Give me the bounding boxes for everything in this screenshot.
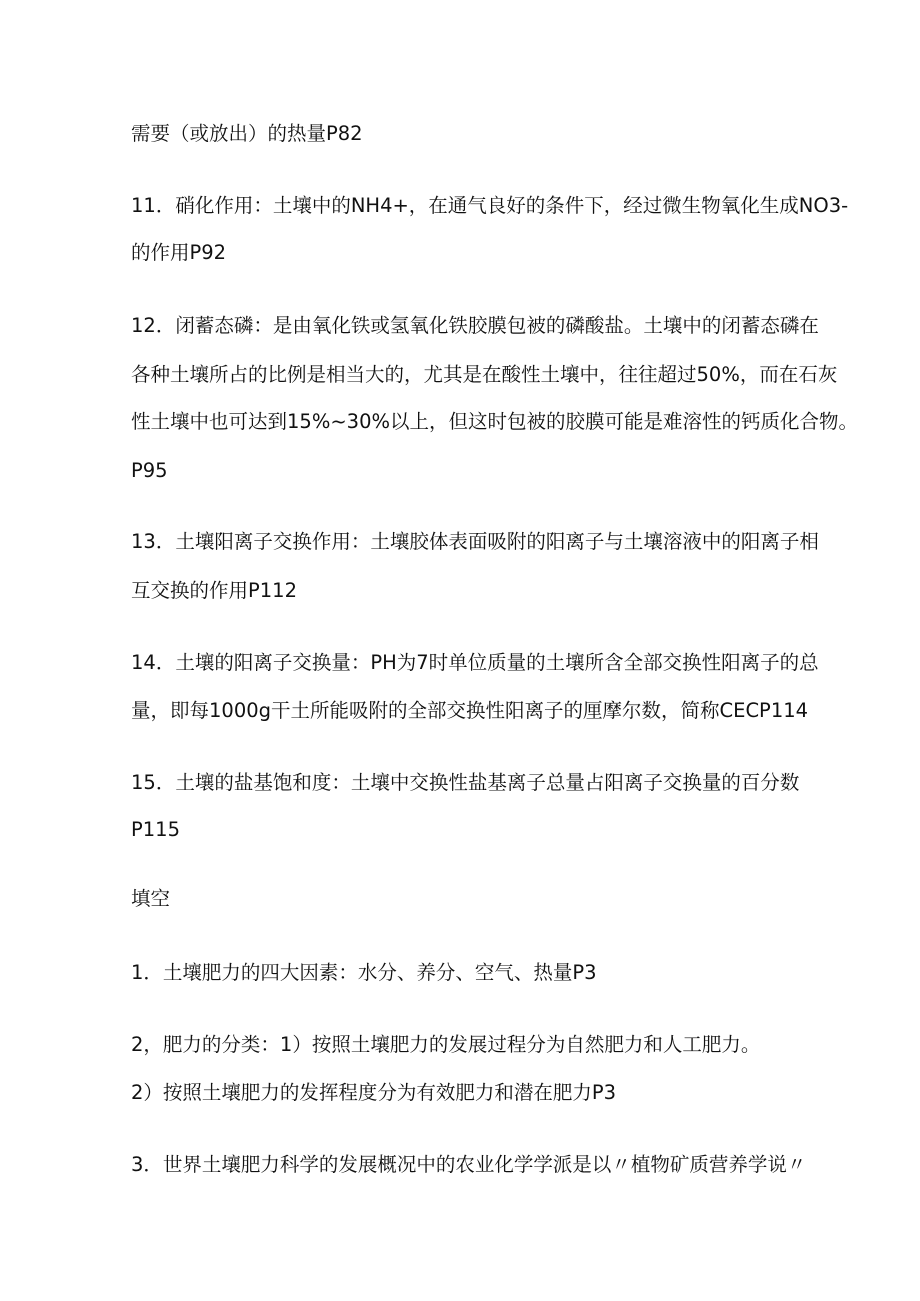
text-line: 2）按照土壤肥力的发挥程度分为有效肥力和潜在肥力P3: [131, 1081, 617, 1104]
text-line: 互交换的作用P112: [131, 579, 297, 602]
text-line: 量，即每1000g干土所能吸附的全部交换性阳离子的厘摩尔数，简称CECP114: [131, 699, 809, 722]
text-line: 11．硝化作用：土壤中的NH4+，在通气良好的条件下，经过微生物氧化生成NO3-: [131, 194, 849, 217]
text-line: 的作用P92: [131, 241, 227, 264]
text-line: 2，肥力的分类：1）按照土壤肥力的发展过程分为自然肥力和人工肥力。: [131, 1033, 761, 1056]
text-line: P115: [131, 818, 180, 841]
text-line: 需要（或放出）的热量P82: [131, 122, 363, 145]
text-line: 12．闭蓄态磷：是由氧化铁或氢氧化铁胶膜包被的磷酸盐。土壤中的闭蓄态磷在: [131, 314, 819, 337]
text-line: 性土壤中也可达到15%~30%以上，但这时包被的胶膜可能是难溶性的钙质化合物。: [131, 410, 859, 433]
text-line: 13．土壤阳离子交换作用：土壤胶体表面吸附的阳离子与土壤溶液中的阳离子相: [131, 530, 819, 553]
text-line: P95: [131, 459, 168, 482]
text-line: 3．世界土壤肥力科学的发展概况中的农业化学学派是以〃植物矿质营养学说〃: [131, 1153, 807, 1176]
text-line: 1．土壤肥力的四大因素：水分、养分、空气、热量P3: [131, 961, 597, 984]
section-heading: 填空: [131, 887, 171, 910]
text-line: 14．土壤的阳离子交换量：PH为7时单位质量的土壤所含全部交换性阳离子的总: [131, 651, 819, 674]
text-line: 15．土壤的盐基饱和度：土壤中交换性盐基离子总量占阳离子交换量的百分数: [131, 771, 800, 794]
text-line: 各种土壤所占的比例是相当大的，尤其是在酸性土壤中，往往超过50%，而在石灰: [131, 363, 838, 386]
